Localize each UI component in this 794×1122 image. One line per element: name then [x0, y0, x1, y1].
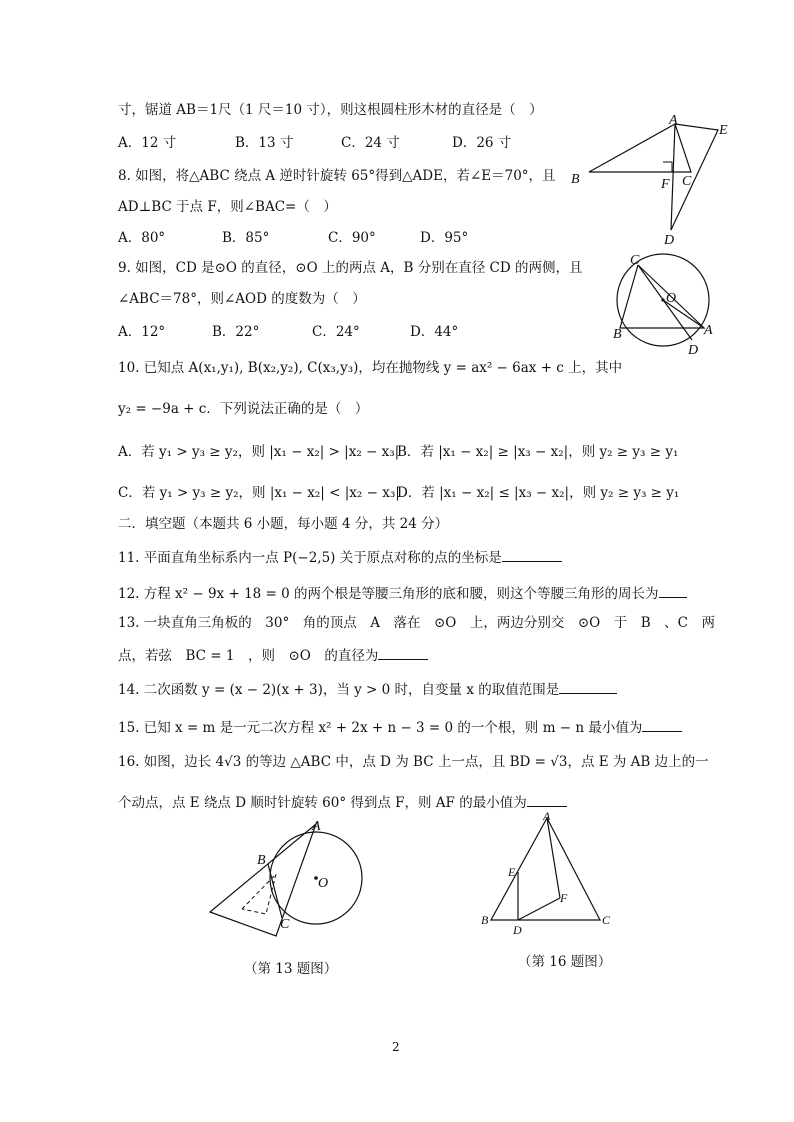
q15-answer-blank[interactable] [642, 717, 682, 732]
q13-label-b: B [257, 853, 266, 868]
q13-line1: 13. 一块直角三角板的 30° 角的顶点 A 落在 ⊙O 上，两边分别交 ⊙O 于 B 、C 两 [118, 615, 715, 631]
q8-line1: 8. 如图，将△ABC 绕点 A 逆时针旋转 65°得到△ADE，若∠E＝70°，且 [118, 168, 556, 184]
q9-line2: ∠ABC＝78°，则∠AOD 的度数为（ ） [118, 291, 366, 307]
q8-label-a: A [669, 113, 678, 128]
q15-stem: 15. 已知 x = m 是一元二次方程 x² + 2x + n − 3 = 0 的一个根，则 m − n 最小值为 [118, 720, 643, 736]
q9-option-d: D．44° [410, 324, 459, 340]
q8-label-e: E [719, 123, 728, 138]
q8-label-d: D [664, 233, 675, 248]
q10-line1: 10. 已知点 A(x₁,y₁), B(x₂,y₂), C(x₃,y₃)，均在抛物线 y = ax² − 6ax + c 上，其中 [118, 360, 623, 376]
q9-label-d: D [688, 343, 699, 358]
q12-stem: 12. 方程 x² − 9x + 18 = 0 的两个根是等腰三角形的底和腰，则这个等腰三角形的周长为 [118, 586, 659, 602]
q16-label-f: F [560, 891, 568, 905]
q14-stem: 14. 二次函数 y = (x − 2)(x + 3)，当 y > 0 时，自变量 x 的取值范围是 [118, 682, 560, 698]
q11-answer-blank[interactable] [502, 547, 562, 562]
page-number: 2 [392, 1040, 400, 1054]
q16-caption: （第 16 题图） [518, 954, 612, 970]
q13-label-a: A [312, 819, 321, 834]
q7-option-d: D．26 寸 [452, 135, 512, 151]
q16-label-b: B [481, 913, 489, 927]
q13-figure [200, 812, 380, 942]
q14-answer-blank[interactable] [559, 679, 617, 694]
q10-line2: y₂ = −9a + c．下列说法正确的是（ ） [118, 401, 369, 417]
q7-text: 寸，锯道 AB＝1尺（1 尺＝10 寸），则这根圆柱形木材的直径是（ ） [118, 102, 543, 118]
q8-label-c: C [682, 174, 692, 189]
q13-line2 [118, 645, 428, 665]
q8-option-c: C．90° [328, 230, 376, 246]
q9-option-c: C．24° [312, 324, 360, 340]
q7-option-b: B．13 寸 [235, 135, 294, 151]
q10-option-b: B．若 |x₁ − x₂| ≥ |x₃ − x₂|，则 y₂ ≥ y₃ ≥ y₁ [397, 444, 679, 460]
q9-label-o: O [666, 291, 677, 306]
q7-option-a: A．12 寸 [118, 135, 177, 151]
q16-label-a: A [543, 809, 551, 823]
q13-answer-blank[interactable] [378, 645, 428, 660]
q9-figure [600, 250, 725, 360]
q10-option-a: A．若 y₁ > y₃ ≥ y₂，则 |x₁ − x₂| > |x₂ − x₃| [118, 444, 400, 460]
q12-answer-blank[interactable] [659, 583, 687, 598]
q10-option-d: D．若 |x₁ − x₂| ≤ |x₃ − x₂|，则 y₂ ≥ y₃ ≥ y₁ [397, 485, 680, 501]
q15-text [118, 717, 682, 737]
q8-label-f: F [661, 177, 670, 192]
q13-label-o: O [318, 876, 329, 891]
q8-option-b: B．85° [222, 230, 270, 246]
q12-text [118, 583, 687, 603]
q16-line1: 16. 如图，边长 4√3 的等边 △ABC 中，点 D 为 BC 上一点，且 BD = √3，点 E 为 AB 边上的一 [118, 754, 709, 770]
q14-text [118, 679, 617, 699]
q16-label-e: E [508, 865, 516, 879]
q16-answer-blank[interactable] [527, 792, 567, 807]
q9-option-b: B．22° [212, 324, 260, 340]
q8-line2: AD⊥BC 于点 F，则∠BAC=（ ） [118, 199, 337, 215]
q13-caption: （第 13 题图） [244, 961, 338, 977]
q8-option-a: A．80° [118, 230, 166, 246]
q11-stem: 11. 平面直角坐标系内一点 P(−2,5) 关于原点对称的点的坐标是 [118, 550, 502, 566]
q9-label-c: C [630, 253, 640, 268]
q7-option-c: C．24 寸 [341, 135, 400, 151]
q8-option-d: D．95° [420, 230, 469, 246]
q13-label-c: C [280, 917, 290, 932]
q9-label-a: A [704, 323, 713, 338]
q9-line1: 9. 如图，CD 是⊙O 的直径，⊙O 上的两点 A，B 分别在直径 CD 的两侧，且 [118, 260, 583, 276]
q10-option-c: C．若 y₁ > y₃ ≥ y₂，则 |x₁ − x₂| < |x₂ − x₃| [118, 485, 400, 501]
q13-stem: 点，若弦 BC = 1 ，则 ⊙O 的直径为 [118, 648, 379, 664]
q8-label-b: B [571, 172, 580, 187]
q16-figure [475, 808, 620, 938]
q11-text [118, 547, 562, 567]
q9-option-a: A．12° [118, 324, 166, 340]
q16-label-d: D [513, 923, 522, 937]
q8-figure [565, 112, 740, 252]
q16-stem: 个动点，点 E 绕点 D 顺时针旋转 60° 得到点 F，则 AF 的最小值为 [118, 795, 527, 811]
q16-label-c: C [602, 913, 611, 927]
q9-label-b: B [613, 327, 622, 342]
section-fill-in-heading: 二．填空题（本题共 6 小题，每小题 4 分，共 24 分） [118, 516, 449, 532]
